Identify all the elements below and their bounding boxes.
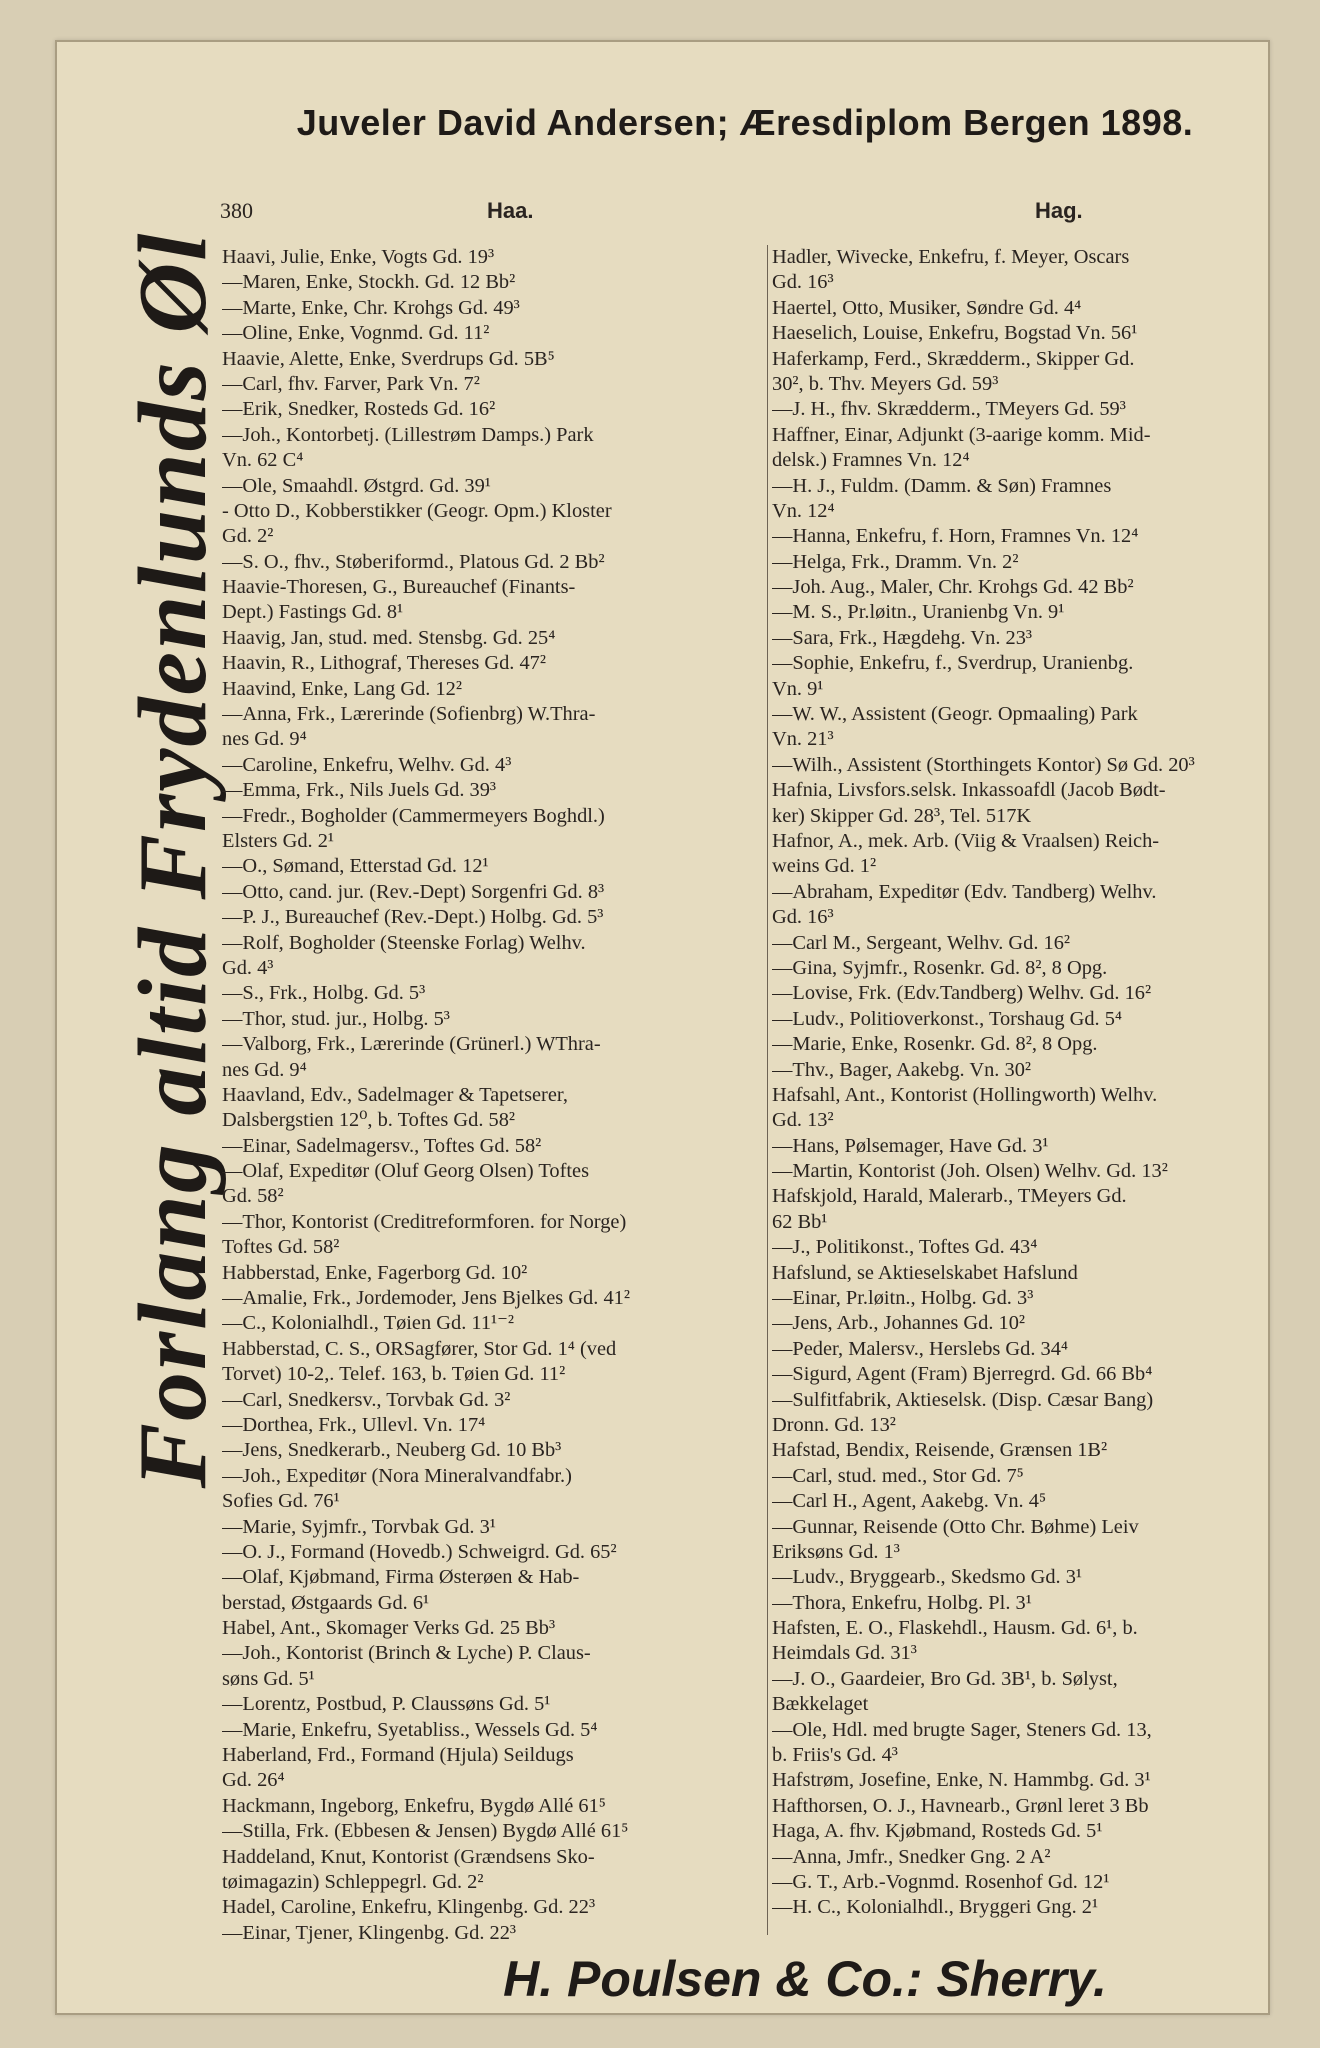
directory-entry-line: Hafskjold, Harald, Malerarb., TMeyers Gd.	[772, 1185, 1127, 1208]
right-column-heading: Hag.	[1035, 198, 1083, 223]
directory-entry-line: Haavi, Julie, Enke, Vogts Gd. 19³	[222, 246, 495, 268]
directory-entry-line: —Martin, Kontorist (Joh. Olsen) Welhv. Gd. 13²	[772, 1160, 1168, 1183]
directory-entry-line: —J., Politikonst., Toftes Gd. 43⁴	[772, 1236, 1038, 1259]
directory-entry-line: —Carl, stud. med., Stor Gd. 7⁵	[772, 1464, 1024, 1487]
directory-entry-line: Haferkamp, Ferd., Skrædderm., Skipper Gd.	[772, 347, 1135, 370]
directory-entry-line: —Wilh., Assistent (Storthingets Kontor) Sø Gd. 20³	[772, 753, 1195, 776]
directory-entry-line: Hafthorsen, O. J., Havnearb., Grønl leret 3 Bb	[772, 1794, 1149, 1817]
directory-entry-line: Haavland, Edv., Sadelmager & Tapetserer,	[222, 1083, 568, 1106]
directory-entry-line: —Dorthea, Frk., Ullevl. Vn. 17⁴	[222, 1413, 486, 1436]
directory-entry-line: —Joh., Kontorbetj. (Lillestrøm Damps.) Park	[222, 423, 594, 446]
directory-entry-line: —Amalie, Frk., Jordemoder, Jens Bjelkes Gd. 41²	[222, 1287, 630, 1310]
directory-entry-line: - Otto D., Kobberstikker (Geogr. Opm.) Kloster	[222, 499, 612, 522]
directory-entry-line: Hackmann, Ingeborg, Enkefru, Bygdø Allé 61⁵	[222, 1794, 606, 1817]
directory-entry-line: delsk.) Framnes Vn. 12⁴	[772, 449, 970, 472]
directory-entry-line: —O., Sømand, Etterstad Gd. 12¹	[222, 855, 489, 878]
directory-entry-line: weins Gd. 1²	[772, 855, 877, 878]
directory-entry-line: Gd. 4³	[222, 956, 274, 979]
directory-entry-line: —Hanna, Enkefru, f. Horn, Framnes Vn. 12⁴	[772, 525, 1139, 548]
directory-entry-line: Bækkelaget	[772, 1693, 869, 1716]
directory-entry-line: —Gina, Syjmfr., Rosenkr. Gd. 8², 8 Opg.	[772, 956, 1108, 979]
directory-entry-line: Hafsten, E. O., Flaskehdl., Hausm. Gd. 6¹, b.	[772, 1617, 1138, 1640]
directory-entry-line: —Lovise, Frk. (Edv.Tandberg) Welhv. Gd. 16²	[772, 982, 1152, 1005]
directory-entry-line: —Otto, cand. jur. (Rev.-Dept) Sorgenfri Gd. 8³	[222, 880, 605, 903]
directory-entry-line: 62 Bb¹	[772, 1210, 828, 1233]
side-advertisement: Forlang altid Frydenlunds Øl	[119, 231, 227, 1489]
directory-entry-line: —O. J., Formand (Hovedb.) Schweigrd. Gd. 65²	[222, 1540, 617, 1563]
directory-entry-line: Vn. 62 C⁴	[222, 449, 304, 472]
directory-entry-line: —Valborg, Frk., Lærerinde (Grünerl.) WThra-	[222, 1033, 601, 1056]
directory-entry-line: Habberstad, Enke, Fagerborg Gd. 10²	[222, 1261, 528, 1284]
left-column-heading: Haa.	[487, 198, 534, 223]
directory-entry-line: ker) Skipper Gd. 28³, Tel. 517K	[772, 804, 1032, 827]
directory-entry-line: Gd. 58²	[222, 1185, 284, 1208]
directory-entry-line: —Einar, Tjener, Klingenbg. Gd. 22³	[222, 1921, 517, 1944]
directory-entry-line: —Emma, Frk., Nils Juels Gd. 39³	[222, 779, 497, 802]
directory-entry-line: —M. S., Pr.løitn., Uranienbg Vn. 9¹	[772, 601, 1065, 624]
directory-entry-line: —W. W., Assistent (Geogr. Opmaaling) Park	[772, 703, 1138, 726]
directory-entry-line: —Anna, Frk., Lærerinde (Sofienbrg) W.Thra-	[222, 703, 596, 726]
directory-entry-line: —J. O., Gaardeier, Bro Gd. 3B¹, b. Sølyst,	[772, 1667, 1118, 1690]
directory-entry-line: —Thor, Kontorist (Creditreformforen. for Norge)	[222, 1210, 627, 1233]
directory-entry-line: —Fredr., Bogholder (Cammermeyers Boghdl.)	[222, 804, 605, 827]
directory-entry-line: Vn. 9¹	[772, 677, 824, 700]
directory-entry-line: —Thor, stud. jur., Holbg. 5³	[222, 1007, 450, 1030]
directory-entry-line: Vn. 21³	[772, 728, 834, 751]
directory-entry-line: —Erik, Snedker, Rosteds Gd. 16²	[222, 398, 496, 421]
directory-entry-line: —Marie, Syjmfr., Torvbak Gd. 3¹	[222, 1515, 496, 1538]
directory-entry-line: —Marie, Enkefru, Syetabliss., Wessels Gd. 5⁴	[222, 1718, 598, 1741]
directory-entry-line: —S. O., fhv., Støberiformd., Platous Gd. 2 Bb²	[222, 550, 605, 573]
directory-entry-line: Gd. 16³	[772, 271, 834, 294]
directory-entry-line: —Carl M., Sergeant, Welhv. Gd. 16²	[772, 931, 1071, 954]
directory-entry-line: søns Gd. 5¹	[222, 1667, 315, 1690]
directory-entry-line: Hadel, Caroline, Enkefru, Klingenbg. Gd. 22³	[222, 1896, 596, 1919]
directory-entry-line: —Helga, Frk., Dramm. Vn. 2²	[772, 550, 1019, 573]
directory-entry-line: —Joh., Expeditør (Nora Mineralvandfabr.)	[222, 1464, 572, 1487]
directory-entry-line: Hafslund, se Aktieselskabet Hafslund	[772, 1261, 1078, 1284]
left-column	[222, 245, 762, 1946]
directory-entry-line: Toftes Gd. 58²	[222, 1236, 340, 1259]
directory-entry-line: —Ole, Hdl. med brugte Sager, Steners Gd. 13,	[772, 1718, 1152, 1741]
footer-advertisement: H. Poulsen & Co.: Sherry.	[503, 1951, 1107, 2007]
directory-entry-line: —Maren, Enke, Stockh. Gd. 12 Bb²	[222, 271, 516, 294]
directory-entry-line: tøimagazin) Schleppegrl. Gd. 2²	[222, 1871, 484, 1893]
directory-entry-line: —Ludv., Bryggearb., Skedsmo Gd. 3¹	[772, 1566, 1083, 1589]
page-number: 380	[220, 198, 253, 223]
page-header-ad: Juveler David Andersen; Æresdiplom Bergen 1898.	[296, 102, 1194, 143]
directory-entry-line: —Thora, Enkefru, Holbg. Pl. 3¹	[772, 1591, 1032, 1614]
directory-entry-line: —H. C., Kolonialhdl., Bryggeri Gng. 2¹	[772, 1896, 1099, 1919]
directory-entry-line: —Abraham, Expeditør (Edv. Tandberg) Welhv.	[772, 880, 1157, 903]
directory-entry-line: Habel, Ant., Skomager Verks Gd. 25 Bb³	[222, 1617, 556, 1640]
directory-entry-line: Haavie-Thoresen, G., Bureauchef (Finants-	[222, 576, 576, 599]
directory-entry-line: —G. T., Arb.-Vognmd. Rosenhof Gd. 12¹	[772, 1871, 1110, 1893]
directory-entry-line: —Oline, Enke, Vognmd. Gd. 11²	[222, 322, 490, 345]
directory-entry-line: —Einar, Sadelmagersv., Toftes Gd. 58²	[222, 1134, 542, 1157]
directory-entry-line: Haavie, Alette, Enke, Sverdrups Gd. 5B⁵	[222, 347, 555, 370]
directory-entry-line: Hadler, Wivecke, Enkefru, f. Meyer, Oscars	[772, 246, 1130, 268]
directory-entry-line: —J. H., fhv. Skrædderm., TMeyers Gd. 59³	[772, 398, 1126, 421]
directory-entry-line: Heimdals Gd. 31³	[772, 1642, 917, 1665]
directory-entry-line: berstad, Østgaards Gd. 6¹	[222, 1591, 430, 1614]
directory-entry-line: Hafsahl, Ant., Kontorist (Hollingworth) Welhv.	[772, 1083, 1158, 1106]
directory-entry-line: —Marie, Enke, Rosenkr. Gd. 8², 8 Opg.	[772, 1033, 1098, 1056]
directory-entry-line: —Caroline, Enkefru, Welhv. Gd. 4³	[222, 753, 512, 776]
directory-entry-line: —Ludv., Politioverkonst., Torshaug Gd. 5⁴	[772, 1007, 1123, 1030]
directory-entry-line: Haavin, R., Lithograf, Thereses Gd. 47²	[222, 652, 546, 675]
directory-entry-line: —Joh., Kontorist (Brinch & Lyche) P. Claus-	[222, 1642, 591, 1665]
directory-entry-line: —Carl, fhv. Farver, Park Vn. 7²	[222, 372, 480, 395]
directory-entry-line: Hafstrøm, Josefine, Enke, N. Hammbg. Gd. 3¹	[772, 1769, 1151, 1792]
directory-entry-line: —Rolf, Bogholder (Steenske Forlag) Welhv.	[222, 931, 586, 954]
directory-entry-line: —H. J., Fuldm. (Damm. & Søn) Framnes	[772, 474, 1112, 497]
directory-entry-line: Gd. 2²	[222, 525, 274, 548]
directory-entry-line: Dept.) Fastings Gd. 8¹	[222, 601, 404, 624]
directory-entry-line: —Sulfitfabrik, Aktieselsk. (Disp. Cæsar Bang)	[772, 1388, 1154, 1411]
right-column	[772, 245, 1317, 1921]
directory-entry-line: —Carl, Snedkersv., Torvbak Gd. 3²	[222, 1388, 511, 1411]
directory-entry-line: Hafnia, Livsfors.selsk. Inkassoafdl (Jacob Bødt-	[772, 779, 1166, 802]
directory-entry-line: Elsters Gd. 2¹	[222, 829, 335, 852]
directory-entry-line: —C., Kolonialhdl., Tøien Gd. 11¹⁻²	[222, 1312, 515, 1335]
directory-entry-line: Haga, A. fhv. Kjøbmand, Rosteds Gd. 5¹	[772, 1820, 1103, 1843]
directory-entry-line: Haddeland, Knut, Kontorist (Grændsens Sko-	[222, 1845, 595, 1868]
directory-entry-line: Haavig, Jan, stud. med. Stensbg. Gd. 25⁴	[222, 626, 556, 649]
directory-entry-line: —Jens, Snedkerarb., Neuberg Gd. 10 Bb³	[222, 1439, 562, 1462]
directory-entry-line: —Stilla, Frk. (Ebbesen & Jensen) Bygdø Allé 61⁵	[222, 1820, 629, 1843]
directory-entry-line: —Jens, Arb., Johannes Gd. 10²	[772, 1312, 1026, 1335]
directory-entry-line: Gd. 13²	[772, 1109, 834, 1132]
directory-entry-line: —Anna, Jmfr., Snedker Gng. 2 A²	[772, 1845, 1051, 1868]
directory-entry-line: Haavind, Enke, Lang Gd. 12²	[222, 677, 462, 700]
directory-entry-line: b. Friis's Gd. 4³	[772, 1744, 898, 1767]
directory-entry-line: —Marte, Enke, Chr. Krohgs Gd. 49³	[222, 296, 520, 319]
directory-entry-line: —P. J., Bureauchef (Rev.-Dept.) Holbg. Gd. 5³	[222, 906, 604, 929]
directory-entry-line: —Gunnar, Reisende (Otto Chr. Bøhme) Leiv	[772, 1515, 1139, 1538]
directory-entry-line: Haberland, Frd., Formand (Hjula) Seildugs	[222, 1744, 574, 1767]
directory-entry-line: —Joh. Aug., Maler, Chr. Krohgs Gd. 42 Bb²	[772, 576, 1134, 599]
directory-entry-line: Hafstad, Bendix, Reisende, Grænsen 1B²	[772, 1439, 1108, 1462]
directory-entry-line: —Peder, Malersv., Herslebs Gd. 34⁴	[772, 1337, 1069, 1360]
directory-entry-line: Sofies Gd. 76¹	[222, 1490, 340, 1513]
directory-entry-line: —Hans, Pølsemager, Have Gd. 3¹	[772, 1134, 1049, 1157]
directory-entry-line: —Olaf, Kjøbmand, Firma Østerøen & Hab-	[222, 1566, 580, 1589]
directory-entry-line: —Lorentz, Postbud, P. Claussøns Gd. 5¹	[222, 1693, 551, 1716]
directory-entry-line: Haffner, Einar, Adjunkt (3-aarige komm. Mid-	[772, 423, 1151, 446]
directory-entry-line: Haertel, Otto, Musiker, Søndre Gd. 4⁴	[772, 296, 1082, 319]
directory-entry-line: —Thv., Bager, Aakebg. Vn. 30²	[772, 1058, 1032, 1081]
directory-entry-line: —Sophie, Enkefru, f., Sverdrup, Uranienbg.	[772, 652, 1134, 675]
directory-entry-line: Hafnor, A., mek. Arb. (Viig & Vraalsen) Reich-	[772, 829, 1160, 852]
directory-entry-line: Torvet) 10-2,. Telef. 163, b. Tøien Gd. 11²	[222, 1363, 566, 1386]
directory-entry-line: nes Gd. 9⁴	[222, 728, 307, 751]
directory-entry-line: —Carl H., Agent, Aakebg. Vn. 4⁵	[772, 1490, 1047, 1513]
directory-entry-line: Habberstad, C. S., ORSagfører, Stor Gd. 1⁴ (ved	[222, 1337, 617, 1360]
directory-entry-line: nes Gd. 9⁴	[222, 1058, 307, 1081]
directory-entry-line: —Sara, Frk., Hægdehg. Vn. 23³	[772, 626, 1033, 649]
directory-entry-line: Eriksøns Gd. 1³	[772, 1540, 900, 1563]
directory-entry-line: —Olaf, Expeditør (Oluf Georg Olsen) Toftes	[222, 1160, 590, 1183]
directory-entry-line: —Einar, Pr.løitn., Holbg. Gd. 3³	[772, 1287, 1034, 1310]
directory-entry-line: Gd. 16³	[772, 906, 834, 929]
directory-entry-line: Vn. 12⁴	[772, 499, 835, 522]
column-divider	[767, 245, 768, 1935]
directory-entry-line: Dalsbergstien 12⁰, b. Toftes Gd. 58²	[222, 1109, 516, 1132]
directory-entry-line: —S., Frk., Holbg. Gd. 5³	[222, 982, 426, 1005]
directory-entry-line: Dronn. Gd. 13²	[772, 1413, 896, 1436]
directory-entry-line: Gd. 26⁴	[222, 1769, 285, 1792]
directory-entry-line: —Ole, Smaahdl. Østgrd. Gd. 39¹	[222, 474, 491, 497]
directory-page	[55, 40, 1270, 2015]
directory-entry-line: —Sigurd, Agent (Fram) Bjerregrd. Gd. 66 Bb⁴	[772, 1363, 1153, 1386]
directory-entry-line: Haeselich, Louise, Enkefru, Bogstad Vn. 56¹	[772, 322, 1138, 345]
directory-entry-line: 30², b. Thv. Meyers Gd. 59³	[772, 372, 999, 395]
